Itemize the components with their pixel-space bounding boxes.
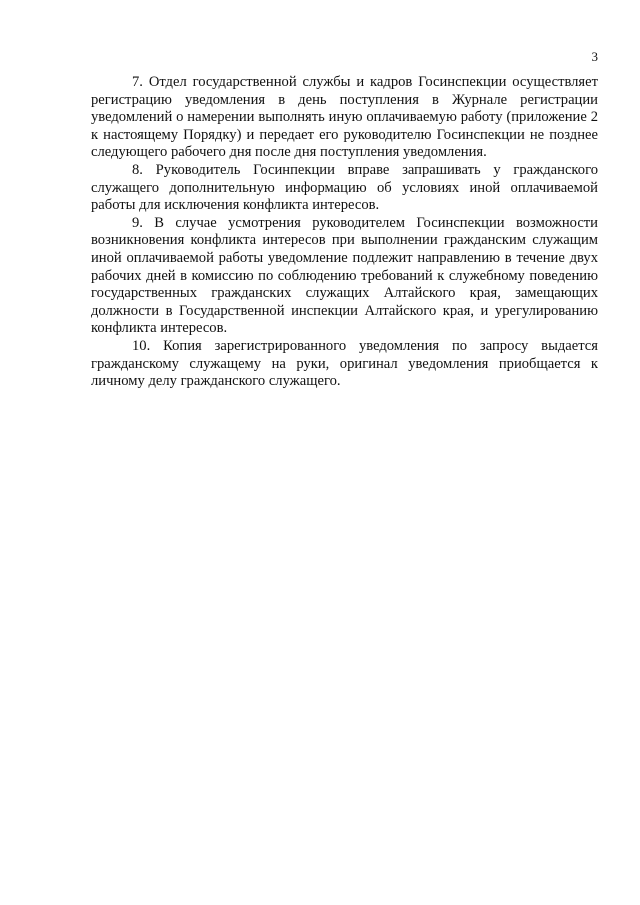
paragraph-10: 10. Копия зарегистрированного уведомления по запросу выдается гражданскому служащему на руки, оригинал уведомления приобщается к личному делу гражданского служащего. <box>91 337 598 390</box>
paragraph-9: 9. В случае усмотрения руководителем Госинспекции возможности возникновения конфликта интересов при выполнении гражданским служащим иной оплачиваемой работы уведомление подлежит направлению в течение двух рабочих дней в комиссию по соблюдению требований к служебному поведению государственных гражданских служащих Алтайского края, замещающих должности в Государственной инспекции Алтайского края, и урегулированию конфликта интересов. <box>91 214 598 337</box>
paragraph-7: 7. Отдел государственной службы и кадров Госинспекции осуществляет регистрацию уведомления в день поступления в Журнале регистрации уведомлений о намерении выполнять иную оплачиваемую работу (приложение 2 к настоящему Порядку) и передает его руководителю Госинспекции не позднее следующего рабочего дня после дня поступления уведомления. <box>91 74 598 161</box>
document-body <box>91 74 598 391</box>
page-number: 3 <box>591 49 598 64</box>
paragraph-8: 8. Руководитель Госинпекции вправе запрашивать у гражданского служащего дополнительную информацию об условиях иной оплачиваемой работы для исключения конфликта интересов. <box>91 161 598 214</box>
